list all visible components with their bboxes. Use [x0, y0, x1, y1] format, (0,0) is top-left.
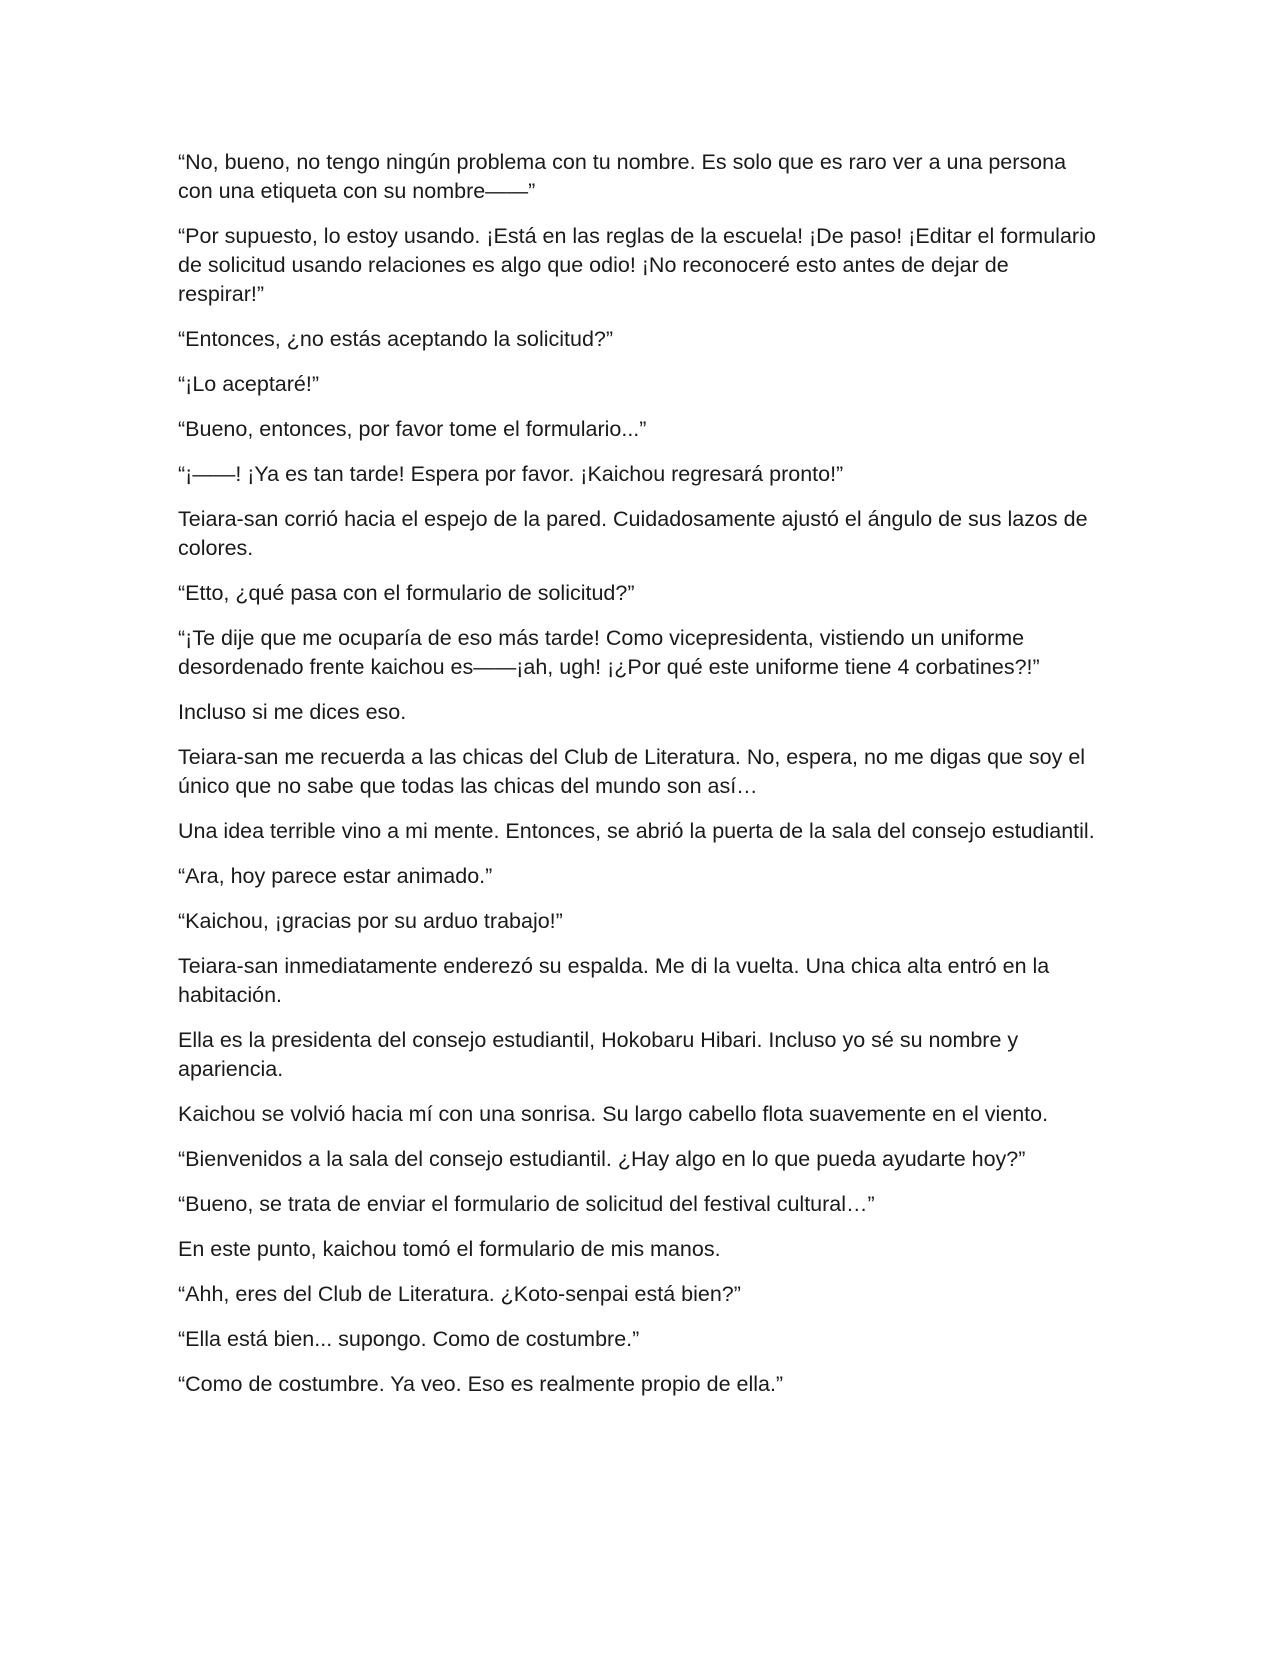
paragraph: Incluso si me dices eso.: [178, 700, 407, 724]
paragraph: Una idea terrible vino a mi mente. Entonces, se abrió la puerta de la sala del consejo estudiantil.: [178, 819, 1095, 843]
paragraph: Ella es la presidenta del consejo estudiantil, Hokobaru Hibari. Incluso yo sé su nombre y apariencia.: [178, 1028, 1019, 1081]
paragraph: En este punto, kaichou tomó el formulario de mis manos.: [178, 1237, 721, 1261]
paragraph: Kaichou se volvió hacia mí con una sonrisa. Su largo cabello flota suavemente en el viento.: [178, 1102, 1049, 1126]
paragraph: “Entonces, ¿no estás aceptando la solicitud?”: [178, 327, 614, 351]
paragraph: Teiara-san me recuerda a las chicas del Club de Literatura. No, espera, no me digas que soy el único que no sabe que todas las chicas del mundo son así…: [178, 745, 1086, 798]
paragraph: Teiara-san inmediatamente enderezó su espalda. Me di la vuelta. Una chica alta entró en la habitación.: [178, 954, 1050, 1007]
paragraph: “¡——! ¡Ya es tan tarde! Espera por favor. ¡Kaichou regresará pronto!”: [178, 462, 844, 486]
paragraph: “¡Lo aceptaré!”: [178, 372, 320, 396]
paragraph: “Etto, ¿qué pasa con el formulario de solicitud?”: [178, 581, 635, 605]
paragraph: “Bueno, se trata de enviar el formulario de solicitud del festival cultural…”: [178, 1192, 875, 1216]
paragraph: “Ella está bien... supongo. Como de costumbre.”: [178, 1327, 640, 1351]
paragraph: “¡Te dije que me ocuparía de eso más tarde! Como vicepresidenta, vistiendo un uniforme desordenado frente kaichou es——¡ah, ugh! ¡¿Por qué este uniforme tiene 4 corbatines?!”: [178, 626, 1040, 679]
paragraph: “Ahh, eres del Club de Literatura. ¿Koto-senpai está bien?”: [178, 1282, 741, 1306]
paragraph: “Como de costumbre. Ya veo. Eso es realmente propio de ella.”: [178, 1372, 784, 1396]
paragraph: “Bienvenidos a la sala del consejo estudiantil. ¿Hay algo en lo que pueda ayudarte hoy?”: [178, 1147, 1026, 1171]
paragraph: Teiara-san corrió hacia el espejo de la pared. Cuidadosamente ajustó el ángulo de sus lazos de colores.: [178, 507, 1088, 560]
paragraph: “Por supuesto, lo estoy usando. ¡Está en las reglas de la escuela! ¡De paso! ¡Editar el formulario de solicitud usando relaciones es algo que odio! ¡No reconoceré esto antes de dejar de respirar!”: [178, 224, 1096, 306]
paragraph: “Ara, hoy parece estar animado.”: [178, 864, 493, 888]
paragraph: “Bueno, entonces, por favor tome el formulario...”: [178, 417, 647, 441]
paragraph: “Kaichou, ¡gracias por su arduo trabajo!”: [178, 909, 563, 933]
paragraph: “No, bueno, no tengo ningún problema con tu nombre. Es solo que es raro ver a una persona con una etiqueta con su nombre——”: [178, 150, 1067, 203]
document-body: [178, 148, 1098, 1415]
